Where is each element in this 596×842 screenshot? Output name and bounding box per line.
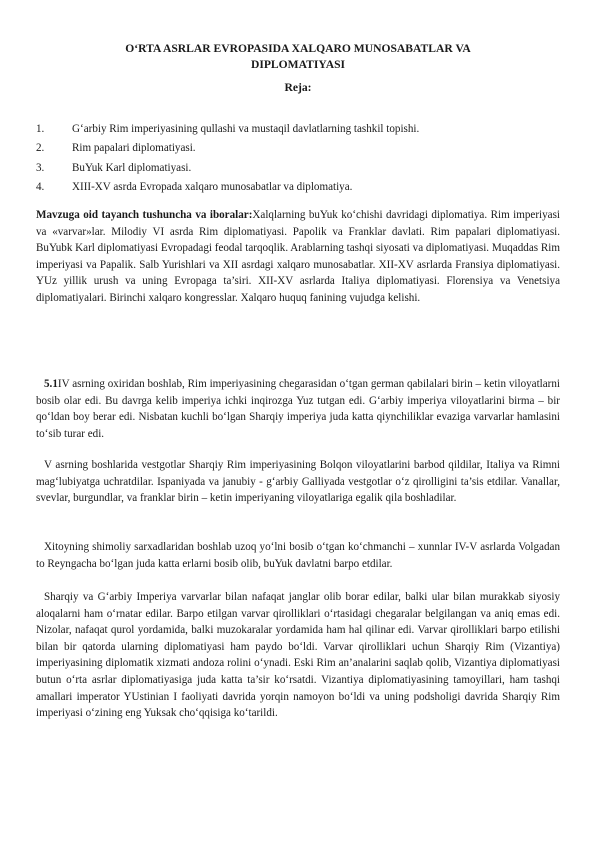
body-paragraph — [36, 539, 560, 572]
paragraph-text: IV asrning oxiridan boshlab, Rim imperiyasining chegarasidan o‘tgan german qabilalari birin – ketin viloyatlarni bosib olar edi. Bu davrga kelib imperiya ichki inqirozga Yuz tutgan edi. G‘arbiy imperiya viloyatlarini birma – bir qo‘ldan boy berar edi. Nisbatan kuchli bo‘lgan Sharqiy imperiya juda katta qiynchiliklar evaziga varvarlar hamlasini to‘sib turar edi. — [36, 378, 560, 440]
paragraph-text: Xitoyning shimoliy sarxadlaridan boshlab uzoq yo‘lni bosib o‘tgan ko‘chmanchi – xunnlar IV-V asrlarda Volgadan to Reyngacha bo‘lgan juda katta erlarni bosib olib, buYuk davlatni barpo etdilar. — [36, 541, 560, 570]
plan-item — [36, 158, 560, 178]
section-number: 5.1 — [44, 378, 58, 390]
plan-item-number: 4. — [36, 181, 45, 194]
key-terms-label: Mavzuga oid tayanch tushuncha va iboralar: — [36, 209, 253, 221]
plan-item — [36, 139, 560, 159]
plan-item-text: Rim papalari diplomatiyasi. — [72, 142, 196, 155]
document-title — [36, 41, 560, 74]
plan-heading: Reja: — [284, 81, 312, 94]
paragraph-text: V asrning boshlarida vestgotlar Sharqiy Rim imperiyasining Bolqon viloyatlarini barbod qildilar, Italiya va Rimni mag‘lubiyatga uchratdilar. Ispaniyada va janubiy - g‘arbiy Galliyada vestgotlar o‘z qirolligini ta’sis etdilar. Vanallar, svevlar, burgundlar, va franklar birin – ketin imperiyaning viloyatlariga egalik qila boshladilar. — [36, 459, 560, 505]
plan-item-number: 1. — [36, 122, 45, 135]
plan-item-text: XIII-XV asrda Evropada xalqaro munosabatlar va diplomatiya. — [72, 181, 353, 194]
plan-item — [36, 178, 560, 198]
key-terms-text: Xalqlarning buYuk ko‘chishi davridagi diplomatiya. Rim imperiyasi va «varvar»lar. Milodiy VI asrda Rim diplomatiyasi. Papolik va Franklar davlati. Rim papalari diplomatiyasi. BuYubk Karl diplomatiyasi Evropadagi feodal tarqoqlik. Arablarning tashqi siyosati va diplomatiyasi. Muqaddas Rim imperiyasi va Papalik. Salb Yurishlari va XII asrdagi xalqaro munosabatlar. XII-XV asrlarda Fransiya diplomatiyasi. YUz yillik urush va uning Evropaga ta’siri. XII-XV asrlarda Italiya diplomatiyasi. Florensiya va Venetsiya diplomatiyalari. Birinchi xalqaro kongresslar. Xalqaro huquq fanining vujudga kelishi. — [36, 209, 560, 304]
plan-item — [36, 119, 560, 139]
body-paragraph — [36, 457, 560, 507]
paragraph-text: Sharqiy va G‘arbiy Imperiya varvarlar bilan nafaqat janglar olib borar edilar, balki ular bilan murakkab siyosiy aloqalarni ham o‘rnatar edilar. Barpo etilgan varvar qirolliklari o‘rtasidagi chegaralar belgilangan va aniq emas edi. Nizolar, nafaqat qurol yordamida, balki muzokaralar yordamida ham hal qilinar edi. Varvar qirolliklari barpo etilishi bilan bir qatorda ularning diplomatiyasi ham paydo bo‘ldi. Varvar qirolliklari uchun Sharqiy Rim (Vizantiya) imperiyasining diplomatik xizmati andoza rolini o‘ynadi. Eski Rim an’analarini saqlab qolib, Vizantiya diplomatiyasi butun o‘rta asrlar diplomatiyasiga juda katta ta’sir ko‘rsatdi. Vizantiya diplomatiyasining tamoyillari, ham tashqi amallari imperator YUstinian I faoliyati davrida yorqin namoyon bo‘ldi va uning podsholigi davrida Sharqiy Rim imperiyasi o‘zining eng Yuksak cho‘qqisiga ko‘tarildi. — [36, 591, 560, 720]
plan-item-number: 2. — [36, 142, 45, 155]
body-paragraph — [36, 376, 560, 442]
plan-list — [36, 119, 560, 197]
body-paragraph — [36, 589, 560, 722]
title-line-2: DIPLOMATIYASI — [250, 58, 346, 72]
plan-item-text: G‘arbiy Rim imperiyasining qullashi va mustaqil davlatlarning tashkil topishi. — [72, 122, 420, 135]
key-terms-paragraph — [36, 207, 560, 307]
plan-item-text: BuYuk Karl diplomatiyasi. — [72, 161, 192, 174]
title-line-1: O‘RTA ASRLAR EVROPASIDA XALQARO MUNOSABATLAR VA — [125, 42, 471, 55]
plan-item-number: 3. — [36, 161, 45, 174]
